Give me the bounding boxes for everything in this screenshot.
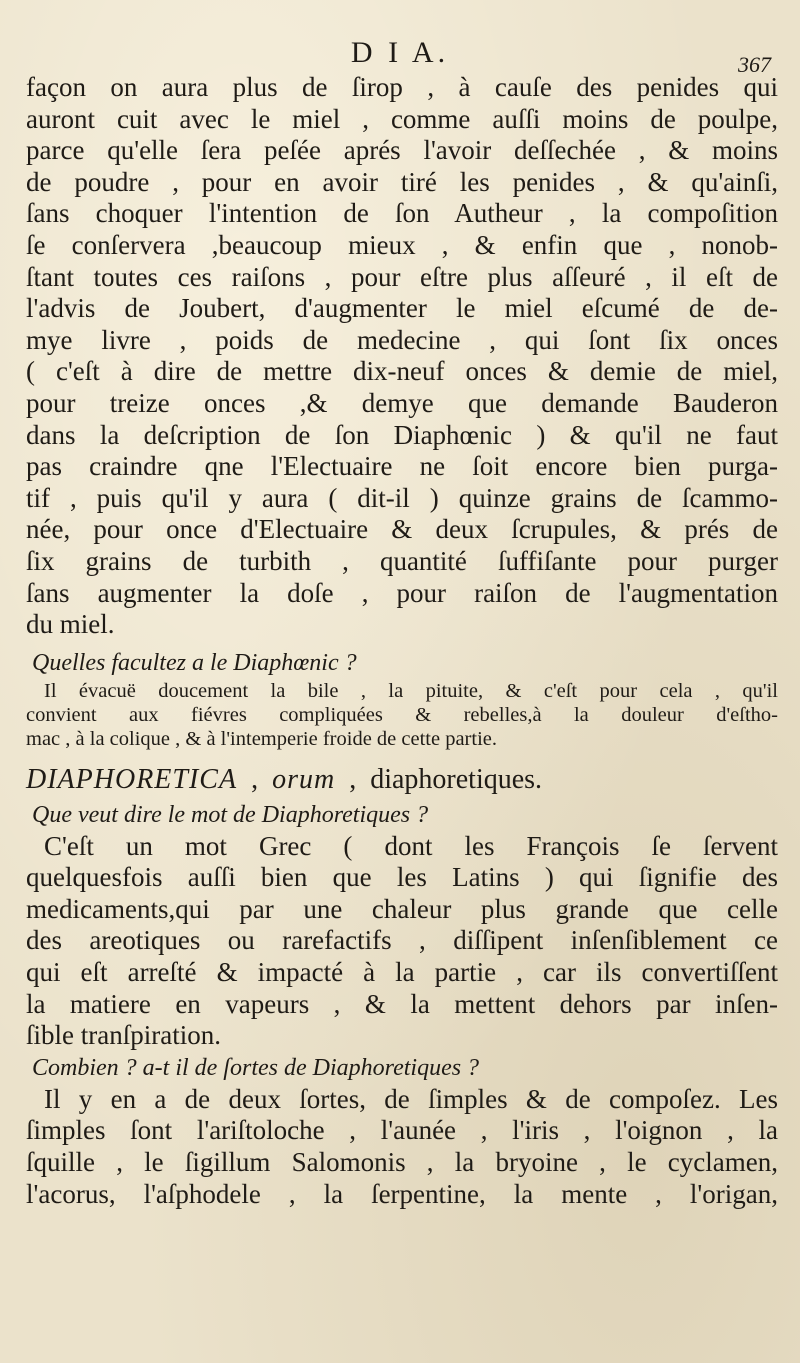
text-line: l'advis de Joubert, d'augmenter le miel eſcumé de de- bbox=[26, 293, 778, 324]
text-line: ſimples ſont l'ariſtoloche , l'aunée , l'iris , l'oignon , la bbox=[26, 1115, 778, 1146]
text-line: ſtant toutes ces raiſons , pour eſtre plus aſſeuré , il eſt de bbox=[26, 261, 778, 292]
entry-gloss: diaphoretiques. bbox=[370, 763, 543, 795]
text-line: auront cuit avec le miel , comme auſſi moins de poulpe, bbox=[26, 103, 778, 134]
page-body bbox=[26, 72, 778, 1210]
text-line: mac , à la colique , & à l'intemperie froide de cette partie. bbox=[26, 727, 497, 750]
entry-lemma: DIAPHORETICA bbox=[26, 763, 238, 795]
question-heading: Combien ? a-t il de ſortes de Diaphoretiques ? bbox=[32, 1054, 480, 1081]
text-line: pour treize onces ,& demye que demande Bauderon bbox=[26, 387, 778, 418]
text-line: parce qu'elle ſera peſée aprés l'avoir deſſechée , & moins bbox=[26, 135, 778, 166]
text-line: ſe conſervera ,beaucoup mieux , & enfin que , nonob- bbox=[26, 229, 778, 260]
text-line: medicaments,qui par une chaleur plus grande que celle bbox=[26, 893, 778, 924]
running-head: D I A. bbox=[350, 36, 450, 69]
text-line: ſans choquer l'intention de ſon Autheur , la compoſition bbox=[26, 198, 778, 229]
text-line: née, pour once d'Electuaire & deux ſcrupules, & prés de bbox=[26, 514, 778, 545]
dictionary-entry: DIAPHORETICA , orum , diaphoretiques. bbox=[26, 763, 543, 795]
text-line: ſans augmenter la doſe , pour raiſon de l'augmentation bbox=[26, 577, 778, 608]
paragraph-1 bbox=[26, 72, 778, 641]
text-line: de poudre , pour en avoir tiré les penides , & qu'ainſi, bbox=[26, 166, 778, 197]
text-line: du miel. bbox=[26, 609, 115, 640]
text-line: Il évacuë doucement la bile , la pituite, & c'eſt pour cela , qu'il bbox=[44, 679, 778, 702]
text-line: ſix grains de turbith , quantité ſuffiſante pour purger bbox=[26, 545, 778, 576]
text-line: pas craindre qne l'Electuaire ne ſoit encore bien purga- bbox=[26, 451, 778, 482]
text-line: qui eſt arreſté & impacté à la partie , car ils convertiſſent bbox=[26, 957, 778, 988]
text-line: des areotiques ou rarefactifs , diſſipent inſenſiblement ce bbox=[26, 925, 778, 956]
text-line: ( c'eſt à dire de mettre dix-neuf onces & demie de miel, bbox=[26, 356, 778, 387]
question-heading: Que veut dire le mot de Diaphoretiques ? bbox=[32, 801, 429, 828]
text-line: convient aux fiévres compliquées & rebelles,à la douleur d'eſtho- bbox=[26, 703, 778, 726]
text-line: l'acorus, l'aſphodele , la ſerpentine, la mente , l'origan, bbox=[26, 1178, 778, 1209]
text-line: mye livre , poids de medecine , qui ſont ſix onces bbox=[26, 324, 778, 355]
text-line: la matiere en vapeurs , & la mettent dehors par inſen- bbox=[26, 988, 778, 1019]
question-heading: Quelles facultez a le Diaphœnic ? bbox=[32, 649, 357, 676]
text-line: ſible tranſpiration. bbox=[26, 1020, 221, 1051]
text-line: tif , puis qu'il y aura ( dit-il ) quinze grains de ſcammo- bbox=[26, 482, 778, 513]
answer-small-print bbox=[26, 679, 778, 751]
text-line: Il y en a de deux ſortes, de ſimples & de compoſez. Les bbox=[44, 1083, 778, 1114]
text-line: dans la deſcription de ſon Diaphœnic ) & qu'il ne faut bbox=[26, 419, 778, 450]
text-line: façon on aura plus de ſirop , à cauſe des penides qui bbox=[26, 72, 778, 102]
text-line: ſquille , le ſigillum Salomonis , la bryoine , le cyclamen, bbox=[26, 1147, 778, 1178]
entry-case: orum bbox=[272, 763, 336, 795]
paragraph-2 bbox=[26, 831, 778, 1052]
page-number: 367 bbox=[738, 52, 771, 77]
text-line: C'eſt un mot Grec ( dont les François ſe ſervent bbox=[44, 830, 778, 861]
text-line: quelquesfois auſſi bien que les Latins ) qui ſignifie des bbox=[26, 862, 778, 893]
paragraph-3 bbox=[26, 1084, 778, 1210]
